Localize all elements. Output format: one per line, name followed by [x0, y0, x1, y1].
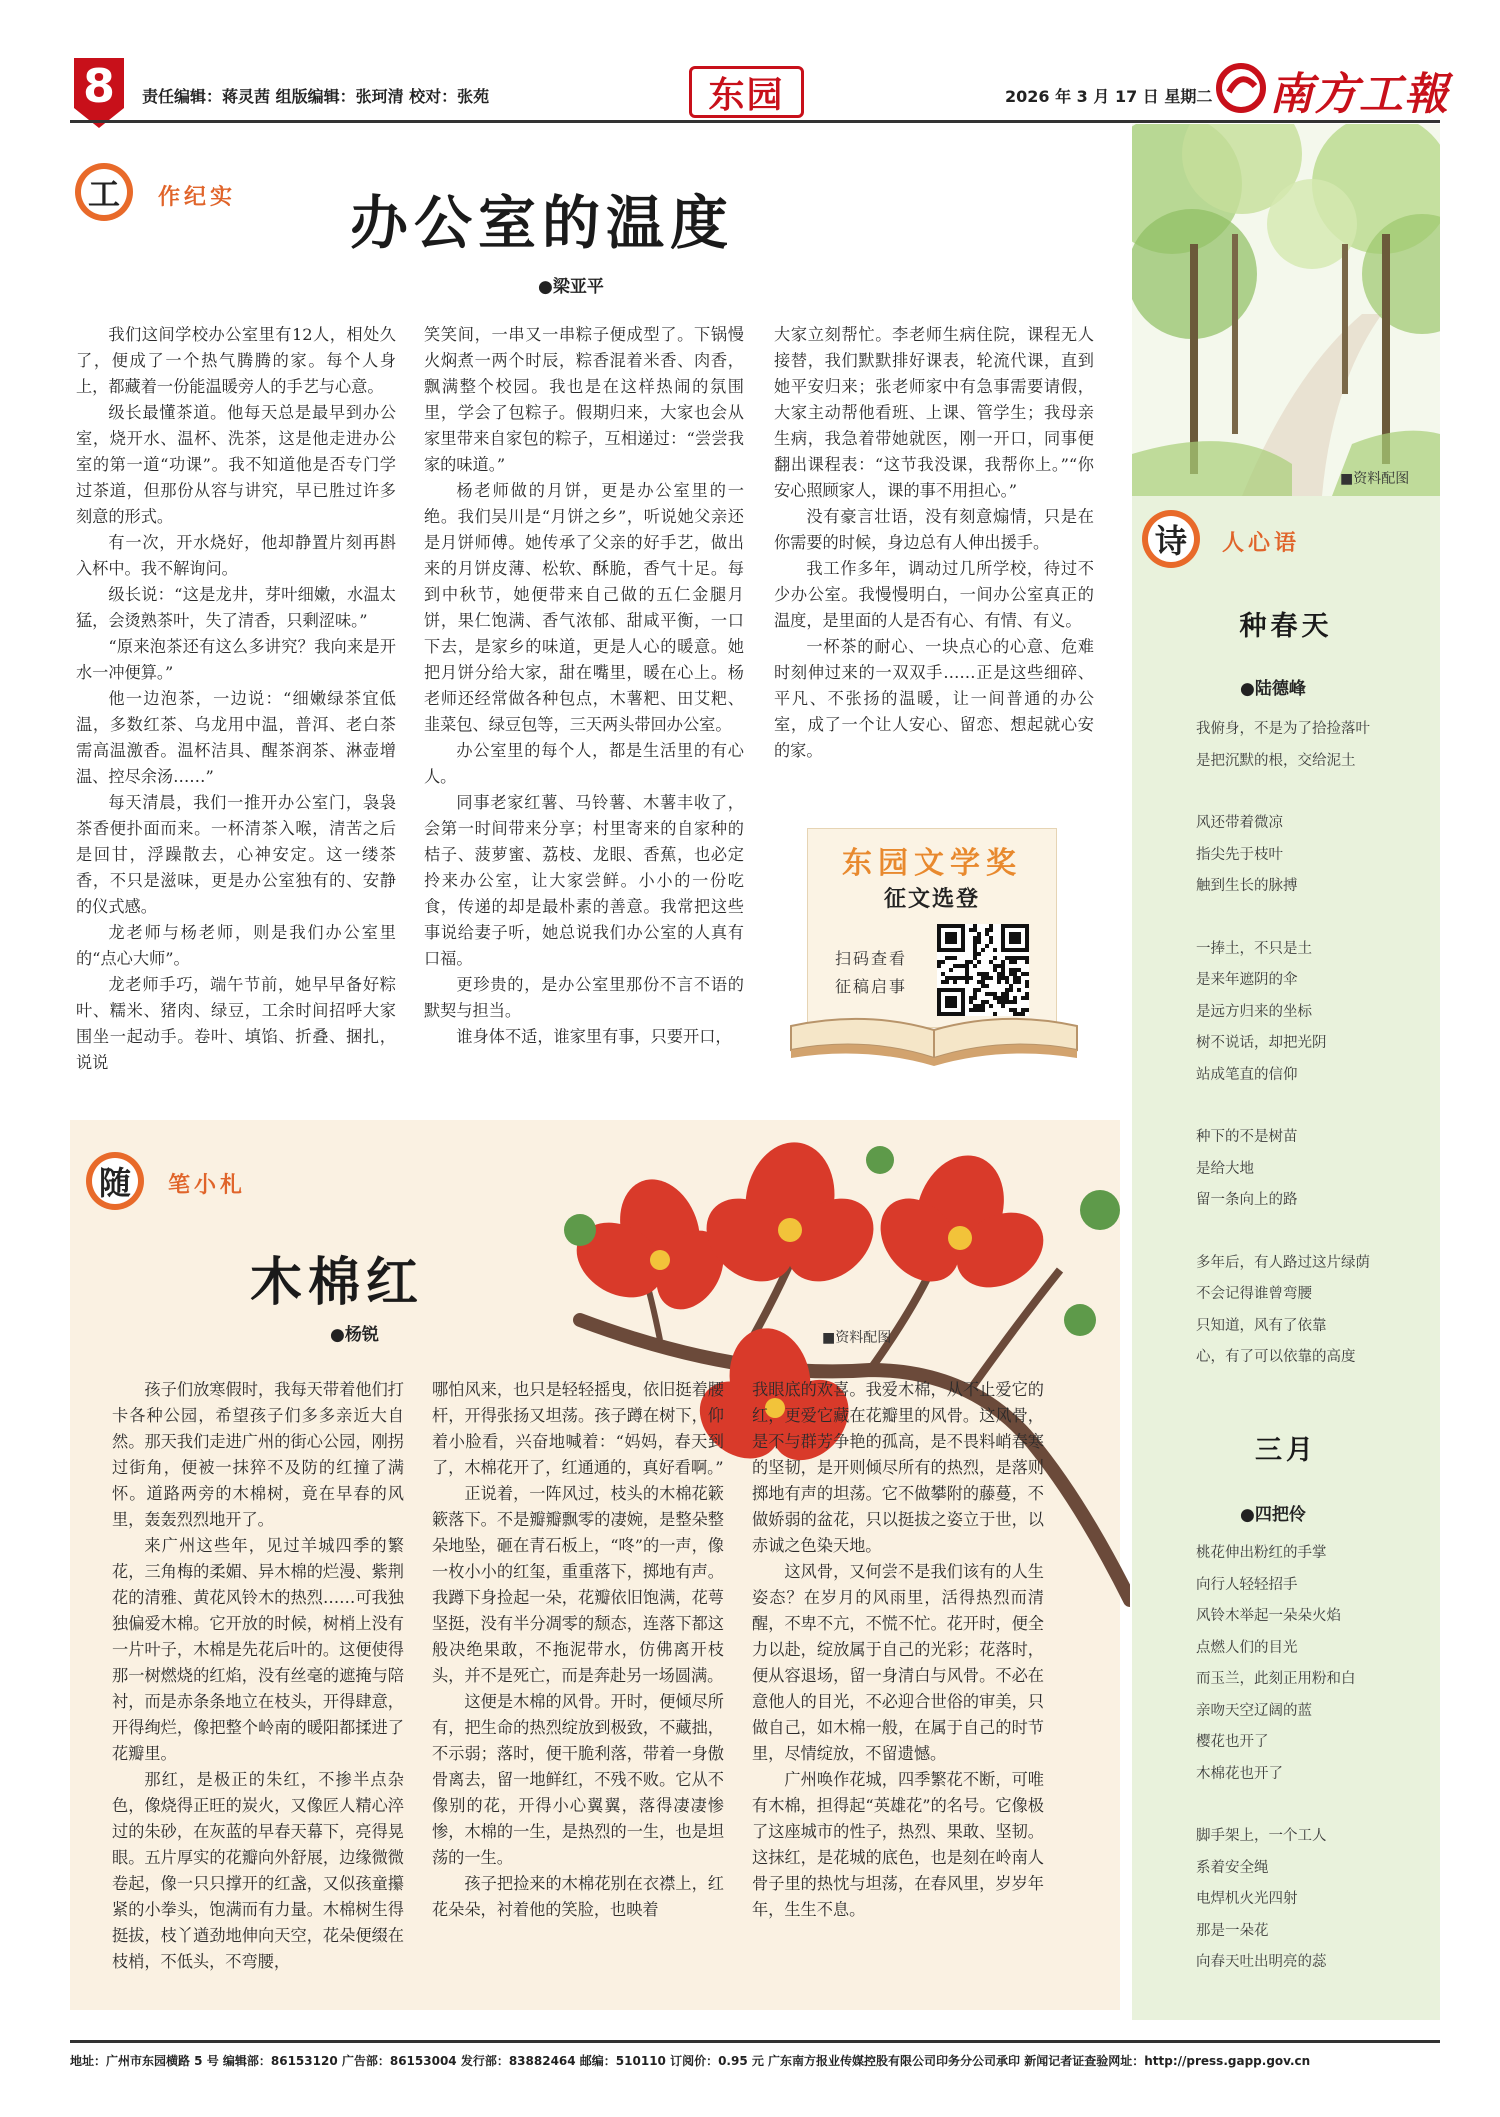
paragraph: 杨老师做的月饼，更是办公室里的一绝。我们吴川是“月饼之乡”，听说她父亲还是月饼师傅。她传承了父亲的好手艺，做出来的月饼皮薄、松软、酥脆，香气十足。每到中秋节，她便带来自己做的五仁金腿月饼，果仁饱满、香气浓郁、甜咸平衡，一口下去，是家乡的味道，更是人心的暖意。她把月饼分给大家，甜在嘴里，暖在心上。杨老师还经常做各种包点，木薯粑、田艾粑、韭菜包、绿豆包等，三天两头带回办公室。: [424, 481, 744, 734]
article2-col1: [112, 1377, 404, 1975]
paragraph: 那红，是极正的朱红，不掺半点杂色，像烧得正旺的炭火，又像匠人精心淬过的朱砂，在灰蓝的早春天幕下，亮得晃眼。五片厚实的花瓣向外舒展，边缘微微卷起，像一只只撑开的红盏，又似孩童攥紧的小拳头，饱满而有力量。木棉树生得挺拔，枝丫遒劲地伸向天空，花朵便缀在枝梢，不低头，不弯腰，: [112, 1770, 404, 1971]
paragraph: 来广州这些年，见过羊城四季的繁花，三角梅的柔媚、异木棉的烂漫、紫荆花的清雅、黄花风铃木的热烈……可我独独偏爱木棉。它开放的时候，树梢上没有一片叶子，木棉是先花后叶的。这便使得那一树燃烧的红焰，没有丝毫的遮掩与陪衬，而是赤条条地立在枝头，开得肆意，开得绚烂，像把整个岭南的暖阳都揉进了花瓣里。: [112, 1536, 404, 1763]
paragraph: 龙老师手巧，端午节前，她早早备好粽叶、糯米、猪肉、绿豆，工余时间招呼大家围坐一起动手。卷叶、填馅、折叠、捆扎，说说: [76, 975, 396, 1072]
paragraph: “原来泡茶还有这么多讲究？我向来是开水一冲便算。”: [76, 637, 396, 682]
poem-line: 系着安全绳: [1196, 1859, 1269, 1876]
poem-line: 风还带着微凉: [1196, 815, 1283, 831]
column-icon-gongzuo: 工: [75, 163, 133, 221]
article1-col1: [76, 322, 396, 1076]
spring-trees-illustration: [1132, 124, 1440, 496]
page-number: 8: [82, 59, 115, 113]
poem-line: 指尖先于枝叶: [1196, 846, 1283, 863]
paragraph: 龙老师与杨老师，则是我们办公室里的“点心大师”。: [76, 923, 396, 968]
poem-stanza: [1196, 1248, 1428, 1374]
page-number-badge: [70, 58, 128, 118]
poem2-body: [1196, 1538, 1428, 2010]
paragraph: 这便是木棉的风骨。开时，便倾尽所有，把生命的热烈绽放到极致，不藏拙，不示弱；落时，便干脆利落，带着一身傲骨离去，留一地鲜红，不残不败。它从不像别的花，开得小心翼翼，落得凄凄惨惨，木棉的一生，是热烈的一生，也是坦荡的一生。: [432, 1692, 724, 1867]
paragraph: 正说着，一阵风过，枝头的木棉花簌簌落下。不是瓣瓣飘零的凄婉，是整朵整朵地坠，砸在青石板上，“咚”的一声，像一枚小小的红玺，重重落下，掷地有声。我蹲下身捡起一朵，花瓣依旧饱满，花萼坚挺，没有半分凋零的颓态，连落下都这般决绝果敢，不拖泥带水，仿佛离开枝头，并不是死亡，而是奔赴另一场圆满。: [432, 1484, 724, 1685]
poem-line: 种下的不是树苗: [1196, 1129, 1298, 1145]
poem-line: 亲吻天空辽阔的蓝: [1196, 1702, 1312, 1719]
promo-text-1: 扫码查看: [835, 949, 908, 968]
poem-line: 点燃人们的目光: [1196, 1639, 1298, 1656]
poem-stanza: [1196, 808, 1428, 903]
paragraph: 哪怕风来，也只是轻轻摇曳，依旧挺着腰杆，开得张扬又坦荡。孩子蹲在树下，仰着小脸看，兴奋地喊着：“妈妈，春天到了，木棉花开了，红通通的，真好看啊。”: [432, 1380, 724, 1477]
section-name: 东园: [708, 74, 785, 116]
newspaper-logo: [1215, 56, 1450, 120]
poem-line: 是来年遮阴的伞: [1196, 972, 1298, 988]
paragraph: 谁身体不适，谁家里有事，只要开口，: [456, 1027, 732, 1046]
section-name-box: [689, 66, 804, 118]
paragraph: 级长说：“这是龙井，芽叶细嫩，水温太猛，会烫熟茶叶，失了清香，只剩涩味。”: [76, 585, 396, 630]
poem-line: 一捧土，不只是土: [1196, 940, 1312, 957]
issue-date: 2026 年 3 月 17 日 星期二: [1005, 87, 1213, 106]
paragraph: 有一次，开水烧好，他却静置片刻再斟入杯中。我不解询问。: [76, 533, 396, 578]
paragraph: 笑笑间，一串又一串粽子便成型了。下锅慢火焖煮一两个时辰，粽香混着米香、肉香，飘满整个校园。我也是在这样热闹的氛围里，学会了包粽子。假期归来，大家也会从家里带来自家包的粽子，互相递过：“尝尝我家的味道。”: [424, 325, 744, 474]
poem-line: 向春天吐出明亮的蕊: [1196, 1954, 1327, 1970]
article1-col2: [424, 322, 744, 1050]
footer-rule: [70, 2040, 1440, 2043]
article2-author: ●杨锐: [330, 1325, 379, 1345]
paragraph: 他一边泡茶，一边说：“细嫩绿茶宜低温，多数红茶、乌龙用中温，普洱、老白茶需高温激香。温杯洁具、醒茶润茶、淋壶增温、控尽余汤……”: [76, 689, 396, 786]
paragraph: 广州唤作花城，四季繁花不断，可唯有木棉，担得起“英雄花”的名号。它像极了这座城市的性子，热烈、果敢、坚韧。这抹红，是花城的底色，也是刻在岭南人骨子里的热忱与坦荡，在春风里，岁岁年年，生生不息。: [752, 1770, 1044, 1919]
newspaper-name: 南方工報: [1269, 69, 1449, 120]
poem-line: 多年后，有人路过这片绿荫: [1196, 1254, 1370, 1271]
column-tag-renxinyu: 人心语: [1222, 530, 1301, 556]
paragraph: 大家立刻帮忙。李老师生病住院，课程无人接替，我们默默排好课表，轮流代课，直到她平安归来；张老师家中有急事需要请假，大家主动帮他看班、上课、管学生；我母亲生病，我急着带她就医，刚一开口，同事便翻出课程表：“这节我没课，我帮你上。”“你安心照顾家人，课的事不用担心。”: [774, 325, 1094, 500]
poem2-title: 三月: [1255, 1435, 1317, 1466]
paragraph: 孩子把捡来的木棉花别在衣襟上，红花朵朵，衬着他的笑脸，也映着: [432, 1874, 724, 1919]
poem-line: 是给大地: [1196, 1160, 1254, 1177]
paragraph: 一杯茶的耐心、一块点心的心意、危难时刻伸过来的一双双手……正是这些细碎、平凡、不张扬的温暖，让一间普通的办公室，成了一个让人安心、留恋、想起就心安的家。: [774, 637, 1094, 760]
paragraph: 级长最懂茶道。他每天总是最早到办公室，烧开水、温杯、洗茶，这是他走进办公室的第一道“功课”。我不知道他是否专门学过茶道，但那份从容与讲究，早已胜过许多刻意的形式。: [76, 403, 396, 526]
poem-line: 向行人轻轻招手: [1196, 1576, 1298, 1593]
poem-stanza: [1196, 714, 1428, 777]
paragraph: 更珍贵的，是办公室里那份不言不语的默契与担当。: [424, 975, 744, 1020]
poem-line: 樱花也开了: [1196, 1734, 1269, 1750]
poem-line: 心，有了可以依靠的高度: [1196, 1349, 1356, 1365]
promo-title: 东园文学奖: [842, 846, 1022, 881]
poem-line: 脚手架上，一个工人: [1196, 1828, 1327, 1844]
poem-line: 树不说话，却把光阴: [1196, 1035, 1327, 1051]
poem1-title: 种春天: [1239, 611, 1333, 642]
poem-line: 是把沉默的根，交给泥土: [1196, 752, 1356, 769]
paragraph: 办公室里的每个人，都是生活里的有心人。: [424, 741, 744, 786]
paragraph: 每天清晨，我们一推开办公室门，袅袅茶香便扑面而来。一杯清茶入喉，清苦之后是回甘，浮躁散去，心神安定。这一缕茶香，不只是滋味，更是办公室独有的、安静的仪式感。: [76, 793, 396, 916]
poem-stanza: [1196, 1821, 1428, 1979]
poem-line: 是远方归来的坐标: [1196, 1003, 1312, 1020]
sidebar-photo-credit: ■资料配图: [1340, 471, 1410, 487]
literary-prize-promo: [785, 828, 1083, 1068]
article1-author: ●梁亚平: [538, 277, 604, 297]
open-book-icon: [785, 1006, 1083, 1068]
footer-info: 地址：广州市东园横路 5 号 编辑部：86153120 广告部：86153004 发行部：83882464 邮编：510110 订阅价：0.95 元 广东南方报业传媒控股有限公司印务分公司承印 新闻记者证查验网址：http://press.gapp.gov.cn: [70, 2054, 1311, 2068]
qr-code-icon[interactable]: [937, 924, 1029, 1016]
column-icon-sui: 随: [86, 1152, 144, 1210]
article2-col3: [752, 1377, 1044, 1923]
promo-subtitle: 征文选登: [883, 887, 980, 912]
article2-title: 木棉红: [250, 1252, 425, 1313]
poem-line: 不会记得谁曾弯腰: [1196, 1286, 1312, 1302]
article2-photo-credit: ■资料配图: [822, 1330, 892, 1346]
logo-mark-icon: [1215, 62, 1267, 114]
article1-col3: [774, 322, 1094, 764]
poem-stanza: [1196, 1122, 1428, 1217]
poem-line: 站成笔直的信仰: [1196, 1066, 1298, 1083]
poem-line: 只知道，风有了依靠: [1196, 1317, 1327, 1334]
editors-line: 责任编辑：蒋灵茜 组版编辑：张珂清 校对：张苑: [142, 87, 490, 106]
poem-stanza: [1196, 934, 1428, 1092]
poem-line: 桃花伸出粉红的手掌: [1196, 1545, 1327, 1561]
poem1-body: [1196, 714, 1428, 1405]
poem-line: 触到生长的脉搏: [1196, 878, 1298, 894]
article1-title: 办公室的温度: [350, 189, 735, 257]
poem-line: 我俯身，不是为了拾捡落叶: [1196, 721, 1370, 737]
poem-line: 留一条向上的路: [1196, 1192, 1298, 1208]
paragraph: 孩子们放寒假时，我每天带着他们打卡各种公园，希望孩子们多多亲近大自然。那天我们走进广州的街心公园，刚拐过街角，便被一抹猝不及防的红撞了满怀。道路两旁的木棉树，竟在早春的风里，轰轰烈烈地开了。: [112, 1380, 404, 1529]
poem-line: 木棉花也开了: [1196, 1765, 1283, 1782]
poem-line: 而玉兰，此刻正用粉和白: [1196, 1671, 1356, 1687]
poem-line: 电焊机火光四射: [1196, 1891, 1298, 1907]
paragraph: 没有豪言壮语，没有刻意煽情，只是在你需要的时候，身边总有人伸出援手。: [774, 507, 1094, 552]
paragraph: 我们这间学校办公室里有12人，相处久了，便成了一个热气腾腾的家。每个人身上，都藏着一份能温暖旁人的手艺与心意。: [76, 325, 396, 396]
column-tag-bixiaozha: 笔小札: [168, 1172, 247, 1198]
header-rule: [70, 120, 1440, 123]
poem-line: 风铃木举起一朵朵火焰: [1196, 1608, 1341, 1624]
paragraph: 我眼底的欢喜。我爱木棉，从不止爱它的红，更爱它藏在花瓣里的风骨。这风骨，是不与群芳争艳的孤高，是不畏料峭春寒的坚韧，是开则倾尽所有的热烈，是落则掷地有声的坦荡。它不做攀附的藤蔓，不做娇弱的盆花，只以挺拔之姿立于世，以赤诚之色染天地。: [752, 1380, 1044, 1555]
paragraph: 我工作多年，调动过几所学校，待过不少办公室。我慢慢明白，一间办公室真正的温度，是里面的人是否有心、有情、有义。: [774, 559, 1094, 630]
poem-stanza: [1196, 1538, 1428, 1790]
promo-text-2: 征稿启事: [835, 977, 908, 996]
poem1-author: ●陆德峰: [1240, 679, 1306, 699]
poem2-author: ●四把伶: [1240, 1505, 1306, 1525]
paragraph: 同事老家红薯、马铃薯、木薯丰收了，会第一时间带来分享；村里寄来的自家种的桔子、菠萝蜜、荔枝、龙眼、香蕉，也必定拎来办公室，让大家尝鲜。小小的一份吃食，传递的却是最朴素的善意。我常把这些事说给妻子听，她总说我们办公室的人真有口福。: [424, 793, 744, 968]
article2-col2: [432, 1377, 724, 1923]
paragraph: 这风骨，又何尝不是我们该有的人生姿态？在岁月的风雨里，活得热烈而清醒，不卑不亢，不慌不忙。花开时，便全力以赴，绽放属于自己的光彩；花落时，便从容退场，留一身清白与风骨。不必在意他人的目光，不必迎合世俗的审美，只做自己，如木棉一般，在属于自己的时节里，尽情绽放，不留遗憾。: [752, 1562, 1044, 1763]
column-icon-shi: 诗: [1142, 510, 1200, 568]
column-tag-jishi: 作纪实: [158, 184, 237, 210]
poem-line: 那是一朵花: [1196, 1922, 1269, 1939]
